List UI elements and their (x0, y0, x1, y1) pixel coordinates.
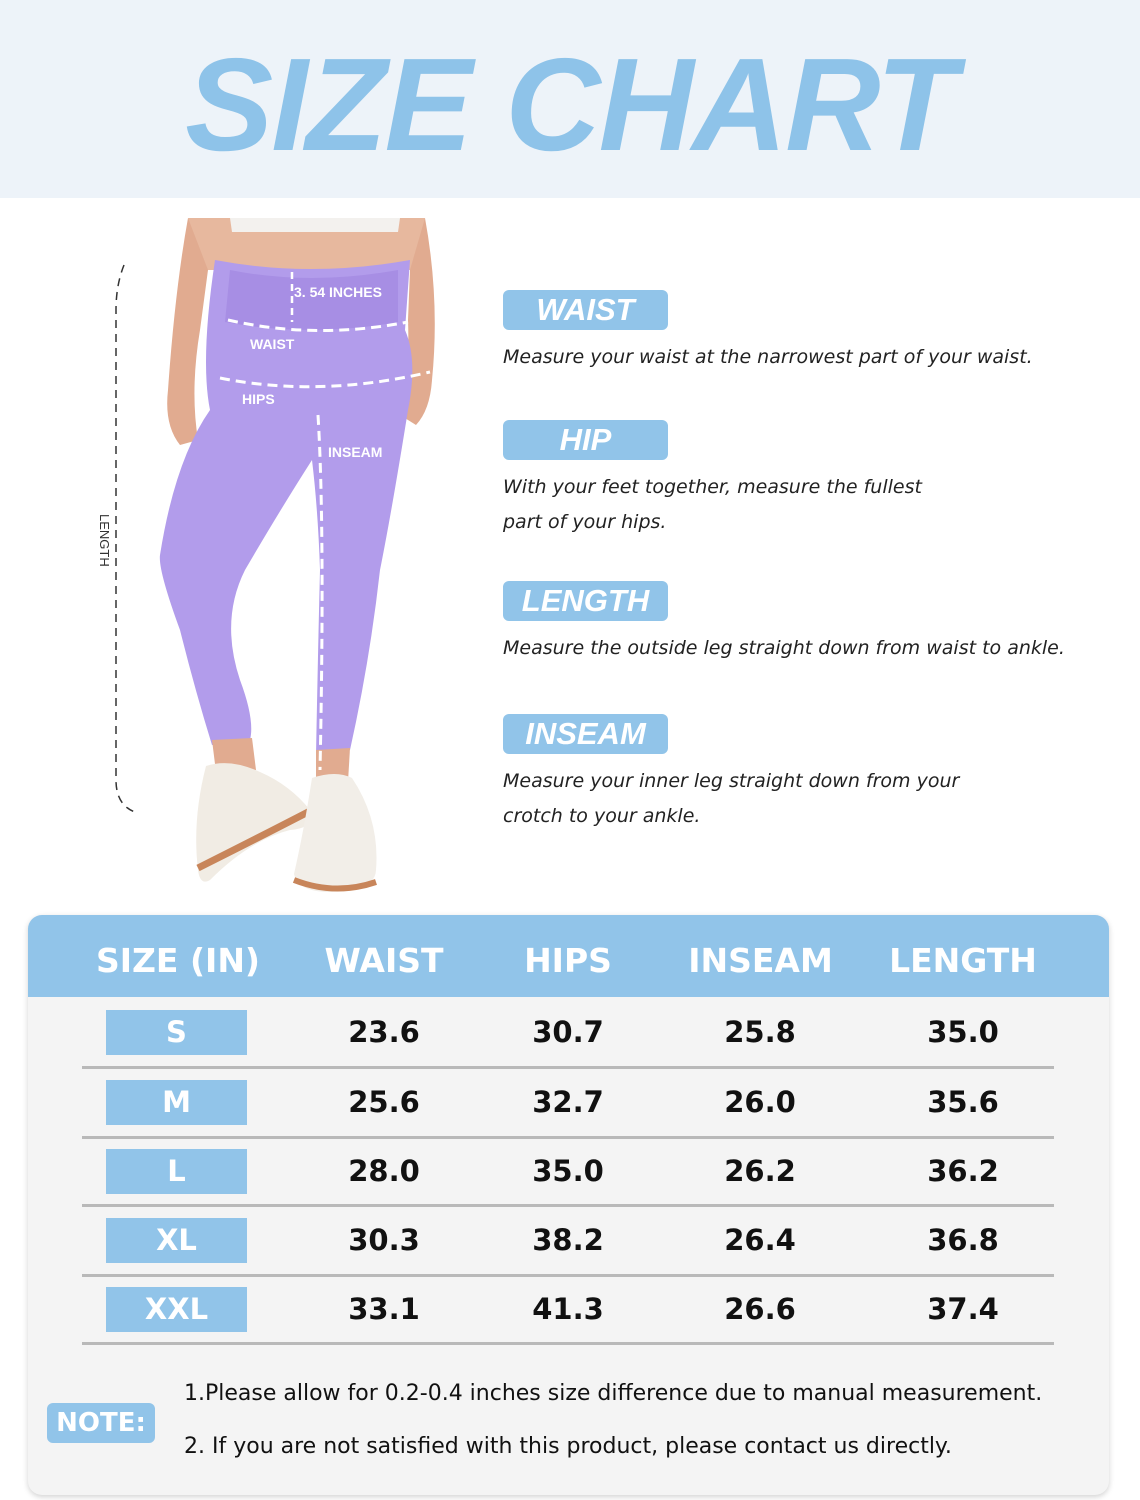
leggings-illustration (80, 210, 460, 900)
header-banner (0, 0, 1140, 198)
cell-length: 36.2 (927, 1154, 999, 1188)
cell-hips: 35.0 (532, 1154, 604, 1188)
size-badge: XL (106, 1218, 247, 1263)
hips-label: HIPS (242, 391, 275, 407)
guide-description: Measure your inner leg straight down from your crotch to your ankle. (503, 770, 960, 827)
guide-description: Measure your waist at the narrowest part of your waist. (503, 346, 1033, 368)
cell-inseam: 26.4 (724, 1223, 796, 1257)
table-row (28, 1206, 1109, 1275)
cell-hips: 41.3 (532, 1292, 604, 1326)
cell-waist: 30.3 (348, 1223, 420, 1257)
cell-hips: 32.7 (532, 1085, 604, 1119)
table-header (28, 915, 1109, 997)
guide-title: INSEAM (503, 714, 668, 754)
cell-waist: 33.1 (348, 1292, 420, 1326)
row-divider (82, 1342, 1054, 1345)
size-badge: S (106, 1010, 247, 1055)
cell-waist: 25.6 (348, 1085, 420, 1119)
cell-length: 37.4 (927, 1292, 999, 1326)
page-title: SIZE CHART (185, 31, 955, 178)
cell-hips: 30.7 (532, 1015, 604, 1049)
table-row (28, 1068, 1109, 1137)
cell-length: 36.8 (927, 1223, 999, 1257)
size-badge: L (106, 1149, 247, 1194)
guide-hip (503, 420, 1113, 540)
inseam-label: INSEAM (328, 444, 383, 460)
table-row (28, 1137, 1109, 1206)
header-hips: HIPS (524, 941, 612, 980)
cell-inseam: 26.6 (724, 1292, 796, 1326)
guide-description: With your feet together, measure the fullest part of your hips. (503, 476, 922, 533)
cell-inseam: 26.2 (724, 1154, 796, 1188)
size-badge: M (106, 1080, 247, 1125)
guide-length (503, 581, 1113, 666)
note-line-1: 1.Please allow for 0.2-0.4 inches size difference due to manual measurement. (184, 1381, 1043, 1406)
length-label: LENGTH (97, 513, 112, 567)
guide-waist (503, 290, 1113, 375)
waistband-height-label: 3. 54 INCHES (294, 284, 382, 300)
cell-hips: 38.2 (532, 1223, 604, 1257)
header-size: SIZE (IN) (95, 941, 261, 980)
header-inseam: INSEAM (688, 941, 833, 980)
size-table (28, 915, 1109, 1495)
cell-inseam: 25.8 (724, 1015, 796, 1049)
size-badge: XXL (106, 1287, 247, 1332)
guide-inseam (503, 714, 1113, 834)
guide-title: HIP (503, 420, 668, 460)
cell-length: 35.0 (927, 1015, 999, 1049)
table-row (28, 998, 1109, 1067)
note-line-2: 2. If you are not satisfied with this product, please contact us directly. (184, 1434, 952, 1459)
header-waist: WAIST (324, 941, 444, 980)
waist-label: WAIST (250, 336, 295, 352)
guide-description: Measure the outside leg straight down from waist to ankle. (503, 637, 1065, 659)
cell-waist: 23.6 (348, 1015, 420, 1049)
guide-title: WAIST (503, 290, 668, 330)
cell-length: 35.6 (927, 1085, 999, 1119)
table-row (28, 1275, 1109, 1344)
note-badge: NOTE: (47, 1403, 155, 1443)
cell-waist: 28.0 (348, 1154, 420, 1188)
guide-title: LENGTH (503, 581, 668, 621)
header-length: LENGTH (889, 941, 1037, 980)
cell-inseam: 26.0 (724, 1085, 796, 1119)
model-figure (80, 210, 460, 900)
